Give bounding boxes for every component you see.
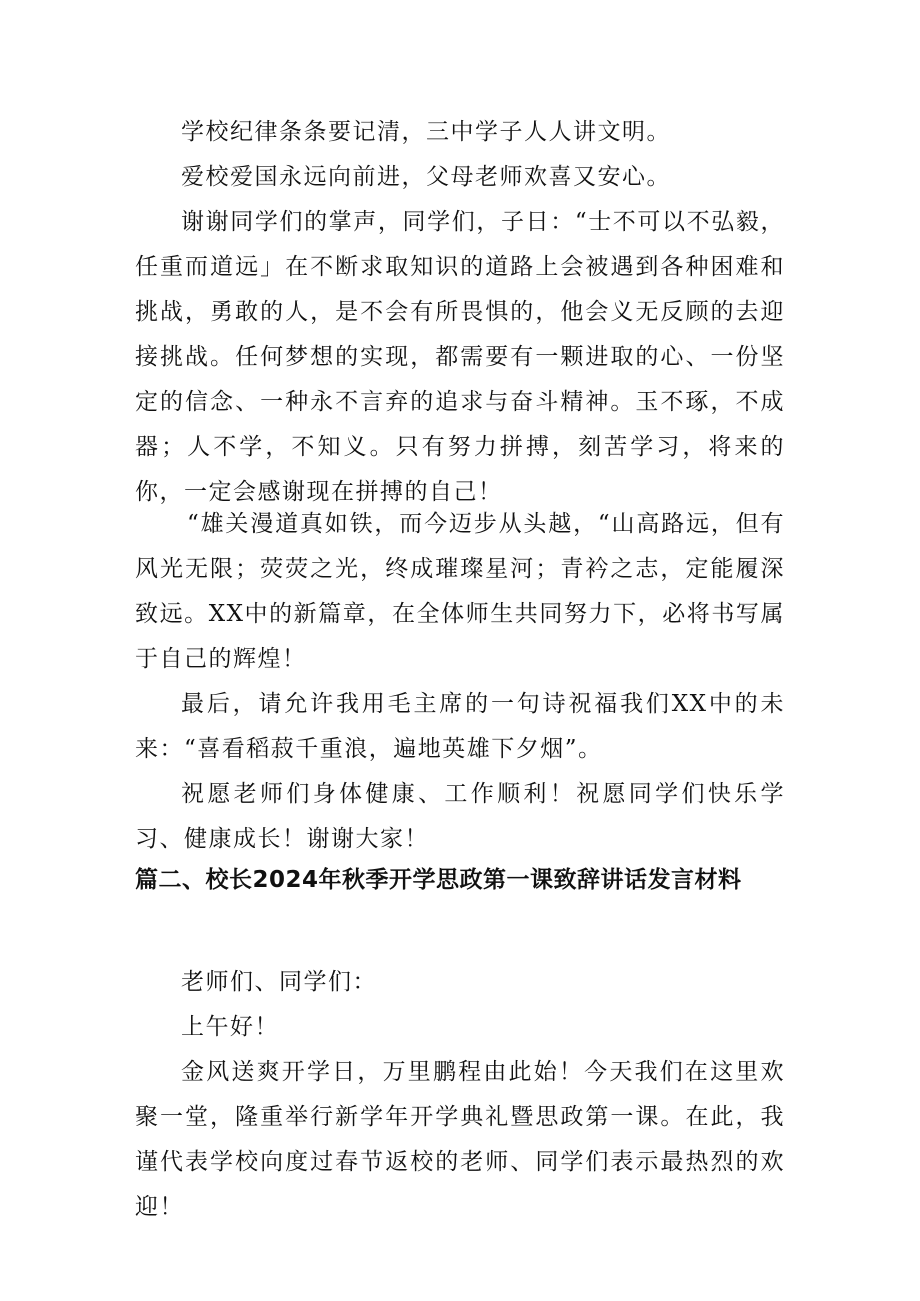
paragraph: 最后，请允许我用毛主席的一句诗祝福我们XX中的未来：“喜看稻菽千重浪，遍地英雄下夕烟”。 — [135, 691, 785, 762]
speech-body-part-one — [135, 110, 785, 515]
paragraph: 金风送爽开学日，万里鹏程由此始！今天我们在这里欢聚一堂，隆重举行新学年开学典礼暨思政第一课。在此，我谨代表学校向度过春节返校的老师、同学们表示最热烈的欢迎！ — [135, 1059, 785, 1220]
paragraph: 祝愿老师们身体健康、工作顺利！祝愿同学们快乐学习、健康成长！谢谢大家！ — [135, 781, 785, 852]
speech-body-section-two — [135, 960, 785, 1230]
paragraph: “雄关漫道真如铁，而今迈步从头越，“山高路远，但有风光无限；荧荧之光，终成璀璨星河；青衿之志，定能履深致远。XX中的新篇章，在全体师生共同努力下，必将书写属于自己的辉煌！ — [135, 511, 785, 672]
speech-body-part-two — [135, 502, 785, 862]
paragraph: 学校纪律条条要记清，三中学子人人讲文明。 — [181, 119, 671, 145]
section-heading: 篇二、校长2024年秋季开学思政第一课致辞讲话发言材料 — [135, 867, 742, 893]
greeting: 上午好！ — [181, 1014, 279, 1040]
salutation: 老师们、同学们： — [181, 969, 377, 995]
paragraph: 谢谢同学们的掌声，同学们，子日：“士不可以不弘毅，任重而道远」在不断求取知识的道路上会被遇到各种困难和挑战，勇敢的人，是不会有所畏惧的，他会义无反顾的去迎接挑战。任何梦想的实现，都需要有一颗进取的心、一份坚定的信念、一种永不言弃的追求与奋斗精神。玉不琢，不成器；人不学，不知义。只有努力拼搏，刻苦学习，将来的你，一定会感谢现在拼搏的自己！ — [135, 209, 785, 505]
paragraph: 爱校爱国永远向前进，父母老师欢喜又安心。 — [181, 164, 671, 190]
